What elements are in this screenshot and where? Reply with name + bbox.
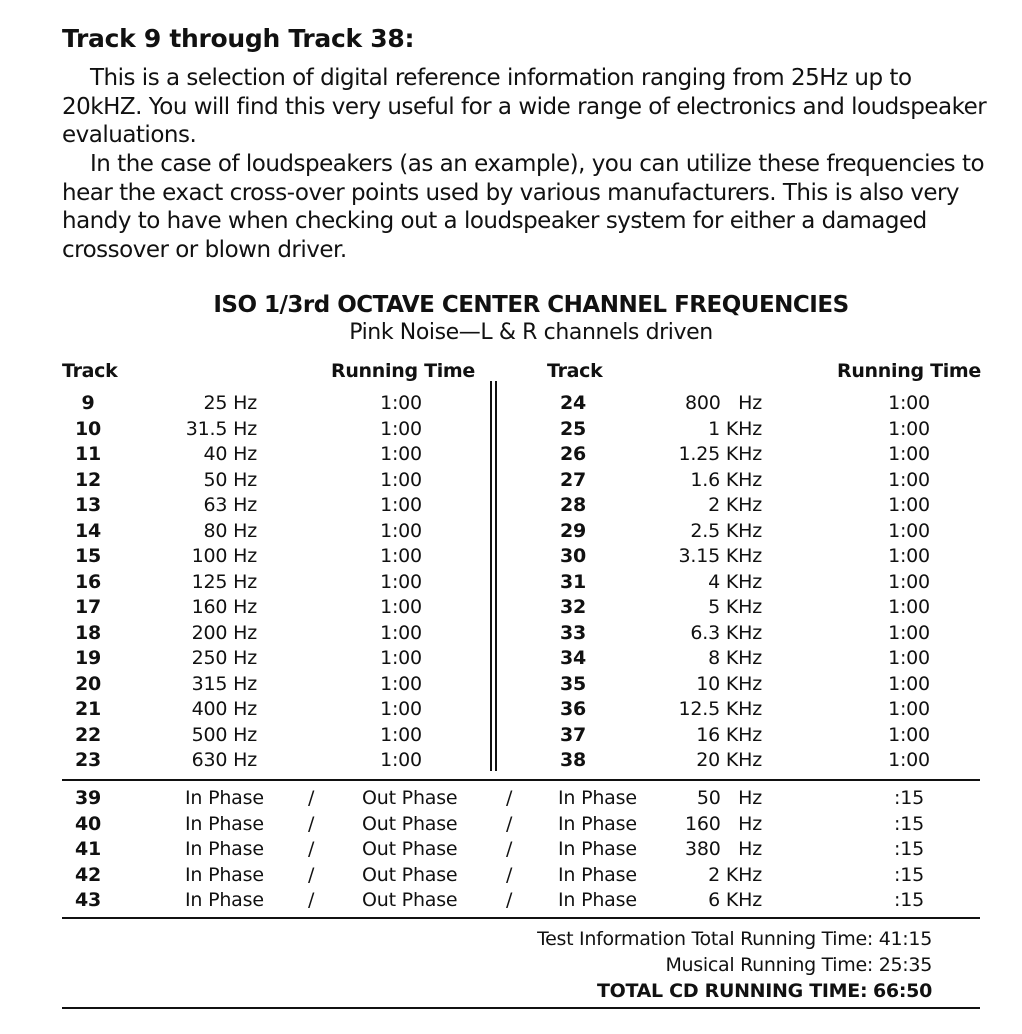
frequency-value: 31.5 Hz <box>185 417 257 440</box>
frequency-value: 4 KHz <box>708 570 762 593</box>
table-row <box>0 570 1022 595</box>
running-time-value: 1:00 <box>888 647 930 669</box>
phase-row <box>0 837 1022 862</box>
table-row <box>0 544 1022 569</box>
running-time-value: 1:00 <box>380 417 422 440</box>
running-time-value: 1:00 <box>888 392 930 414</box>
frequency-value: 2 KHz <box>708 863 762 886</box>
frequency-value: 40 Hz <box>203 443 257 465</box>
loudspeaker-paragraph <box>62 150 992 264</box>
frequency-value: 50 Hz <box>696 787 762 809</box>
out-phase-label: Out Phase <box>362 863 458 886</box>
frequency-value: 6.3 KHz <box>690 621 762 644</box>
totals-bottom-rule <box>62 1007 980 1009</box>
running-time-value: 1:00 <box>380 519 422 542</box>
separator: / <box>506 838 513 860</box>
table-row <box>0 493 1022 518</box>
in-phase-label: In Phase <box>558 812 637 835</box>
running-time-value: 1:00 <box>888 723 930 746</box>
right-track-header: Track <box>547 360 603 382</box>
test-total-label: Test Information Total Running Time: <box>537 928 873 950</box>
music-total-label: Musical Running Time: <box>665 954 873 976</box>
separator: / <box>308 787 315 809</box>
track-number: 36 <box>559 698 587 720</box>
running-time-value: :15 <box>894 838 924 860</box>
track-number: 24 <box>559 392 587 414</box>
running-time-value: 1:00 <box>380 392 422 414</box>
frequency-value: 160 Hz <box>684 812 762 835</box>
phase-row <box>0 863 1022 888</box>
separator: / <box>308 889 315 911</box>
track-number: 14 <box>74 519 102 542</box>
in-phase-label: In Phase <box>185 838 264 860</box>
running-time-value: 1:00 <box>888 621 930 644</box>
track-number: 18 <box>74 621 102 644</box>
track-number: 32 <box>559 596 587 618</box>
running-time-value: 1:00 <box>380 698 422 720</box>
frequency-value: 100 Hz <box>191 545 257 567</box>
table-row <box>0 417 1022 442</box>
frequency-value: 3.15 KHz <box>678 545 762 567</box>
phase-row <box>0 786 1022 811</box>
cd-total-line <box>597 980 932 1002</box>
in-phase-label: In Phase <box>185 787 264 809</box>
separator: / <box>506 787 513 809</box>
frequency-value: 80 Hz <box>203 519 257 542</box>
running-time-value: 1:00 <box>380 596 422 618</box>
track-number: 12 <box>74 468 102 491</box>
intro-paragraph-text: This is a selection of digital reference information ranging from 25Hz up to 20kHZ. You will find this very useful for a wide range of electronics and loudspeaker evaluations. <box>62 65 987 148</box>
frequency-value: 160 Hz <box>191 596 257 618</box>
table-row <box>0 519 1022 544</box>
cd-total-label: TOTAL CD RUNNING TIME: <box>596 980 868 1002</box>
separator: / <box>308 863 315 886</box>
test-total-line <box>537 928 932 950</box>
in-phase-label: In Phase <box>185 863 264 886</box>
frequency-value: 50 Hz <box>203 468 257 491</box>
track-number: 33 <box>559 621 587 644</box>
track-number: 21 <box>74 698 102 720</box>
frequency-value: 5 KHz <box>708 596 762 618</box>
frequency-value: 630 Hz <box>191 749 257 771</box>
table-row <box>0 672 1022 697</box>
table-row <box>0 748 1022 773</box>
test-total-value: 41:15 <box>878 928 932 950</box>
left-track-header: Track <box>62 360 118 382</box>
frequency-value: 2 KHz <box>708 494 762 516</box>
table-row <box>0 595 1022 620</box>
running-time-value: 1:00 <box>888 417 930 440</box>
track-number: 31 <box>559 570 587 593</box>
running-time-value: 1:00 <box>380 443 422 465</box>
out-phase-label: Out Phase <box>362 889 458 911</box>
separator: / <box>506 863 513 886</box>
frequency-value: 125 Hz <box>191 570 257 593</box>
track-number: 42 <box>74 863 102 886</box>
cd-total-value: 66:50 <box>873 980 932 1002</box>
track-number: 39 <box>74 787 102 809</box>
track-number: 23 <box>74 749 102 771</box>
in-phase-label: In Phase <box>558 863 637 886</box>
section-heading: Track 9 through Track 38: <box>62 24 415 53</box>
running-time-value: 1:00 <box>888 698 930 720</box>
in-phase-label: In Phase <box>185 812 264 835</box>
phase-section-top-rule <box>62 779 980 781</box>
table-row <box>0 468 1022 493</box>
frequency-value: 2.5 KHz <box>690 519 762 542</box>
running-time-value: 1:00 <box>888 494 930 516</box>
running-time-value: 1:00 <box>888 545 930 567</box>
running-time-value: 1:00 <box>888 596 930 618</box>
phase-row <box>0 812 1022 837</box>
running-time-value: 1:00 <box>380 494 422 516</box>
music-total-value: 25:35 <box>878 954 932 976</box>
track-number: 28 <box>559 494 587 516</box>
running-time-value: :15 <box>894 889 924 911</box>
running-time-value: 1:00 <box>380 749 422 771</box>
running-time-value: 1:00 <box>380 468 422 491</box>
frequency-value: 1.6 KHz <box>690 468 762 491</box>
track-number: 40 <box>74 812 102 835</box>
frequency-value: 200 Hz <box>191 621 257 644</box>
track-number: 27 <box>559 468 587 491</box>
track-number: 37 <box>559 723 587 746</box>
running-time-value: 1:00 <box>380 672 422 695</box>
in-phase-label: In Phase <box>185 889 264 911</box>
table-row <box>0 442 1022 467</box>
frequency-value: 63 Hz <box>203 494 257 516</box>
frequency-value: 500 Hz <box>191 723 257 746</box>
frequency-value: 380 Hz <box>684 838 762 860</box>
track-number: 25 <box>559 417 587 440</box>
table-subtitle: Pink Noise—L & R channels driven <box>349 320 713 345</box>
track-number: 17 <box>74 596 102 618</box>
intro-paragraph <box>62 64 992 150</box>
frequency-value: 1.25 KHz <box>678 443 762 465</box>
track-number: 22 <box>74 723 102 746</box>
frequency-value: 12.5 KHz <box>678 698 762 720</box>
track-number: 9 <box>81 392 95 414</box>
table-row <box>0 697 1022 722</box>
out-phase-label: Out Phase <box>362 838 458 860</box>
right-running-time-header: Running Time <box>837 360 982 382</box>
running-time-value: 1:00 <box>888 443 930 465</box>
frequency-value: 6 KHz <box>708 889 762 911</box>
running-time-value: 1:00 <box>888 468 930 491</box>
frequency-value: 10 KHz <box>696 672 762 695</box>
separator: / <box>308 812 315 835</box>
running-time-value: 1:00 <box>888 519 930 542</box>
running-time-value: 1:00 <box>380 647 422 669</box>
out-phase-label: Out Phase <box>362 787 458 809</box>
frequency-value: 315 Hz <box>191 672 257 695</box>
track-number: 10 <box>74 417 102 440</box>
in-phase-label: In Phase <box>558 787 637 809</box>
phase-row <box>0 888 1022 913</box>
track-number: 34 <box>559 647 587 669</box>
track-number: 41 <box>74 838 102 860</box>
running-time-value: :15 <box>894 787 924 809</box>
totals-top-rule <box>62 917 980 919</box>
frequency-value: 250 Hz <box>191 647 257 669</box>
running-time-value: 1:00 <box>380 545 422 567</box>
frequency-value: 800 Hz <box>684 392 762 414</box>
running-time-value: 1:00 <box>380 570 422 593</box>
running-time-value: 1:00 <box>888 672 930 695</box>
track-number: 11 <box>74 443 102 465</box>
track-number: 13 <box>74 494 102 516</box>
separator: / <box>308 838 315 860</box>
frequency-value: 16 KHz <box>696 723 762 746</box>
left-running-time-header: Running Time <box>331 360 476 382</box>
track-number: 29 <box>559 519 587 542</box>
table-title: ISO 1/3rd OCTAVE CENTER CHANNEL FREQUENCIES <box>213 292 849 318</box>
table-row <box>0 621 1022 646</box>
track-number: 19 <box>74 647 102 669</box>
running-time-value: 1:00 <box>380 621 422 644</box>
in-phase-label: In Phase <box>558 889 637 911</box>
track-number: 15 <box>74 545 102 567</box>
separator: / <box>506 889 513 911</box>
frequency-value: 1 KHz <box>708 417 762 440</box>
track-number: 20 <box>74 672 102 695</box>
frequency-value: 20 KHz <box>696 749 762 771</box>
loudspeaker-paragraph-text: In the case of loudspeakers (as an example), you can utilize these frequencies to hear the exact cross-over points used by various manufacturers. This is also very handy to have when checking out a loudspeaker system for either a damaged crossover or blown driver. <box>62 151 985 263</box>
running-time-value: :15 <box>894 812 924 835</box>
frequency-value: 400 Hz <box>191 698 257 720</box>
in-phase-label: In Phase <box>558 838 637 860</box>
running-time-value: 1:00 <box>380 723 422 746</box>
track-number: 43 <box>74 889 102 911</box>
frequency-value: 25 Hz <box>203 392 257 414</box>
track-number: 30 <box>559 545 587 567</box>
table-row <box>0 646 1022 671</box>
track-number: 16 <box>74 570 102 593</box>
running-time-value: :15 <box>894 863 924 886</box>
music-total-line <box>665 954 932 976</box>
running-time-value: 1:00 <box>888 570 930 593</box>
table-row <box>0 391 1022 416</box>
table-row <box>0 723 1022 748</box>
frequency-value: 8 KHz <box>708 647 762 669</box>
track-number: 35 <box>559 672 587 695</box>
separator: / <box>506 812 513 835</box>
out-phase-label: Out Phase <box>362 812 458 835</box>
track-number: 26 <box>559 443 587 465</box>
track-number: 38 <box>559 749 587 771</box>
running-time-value: 1:00 <box>888 749 930 771</box>
